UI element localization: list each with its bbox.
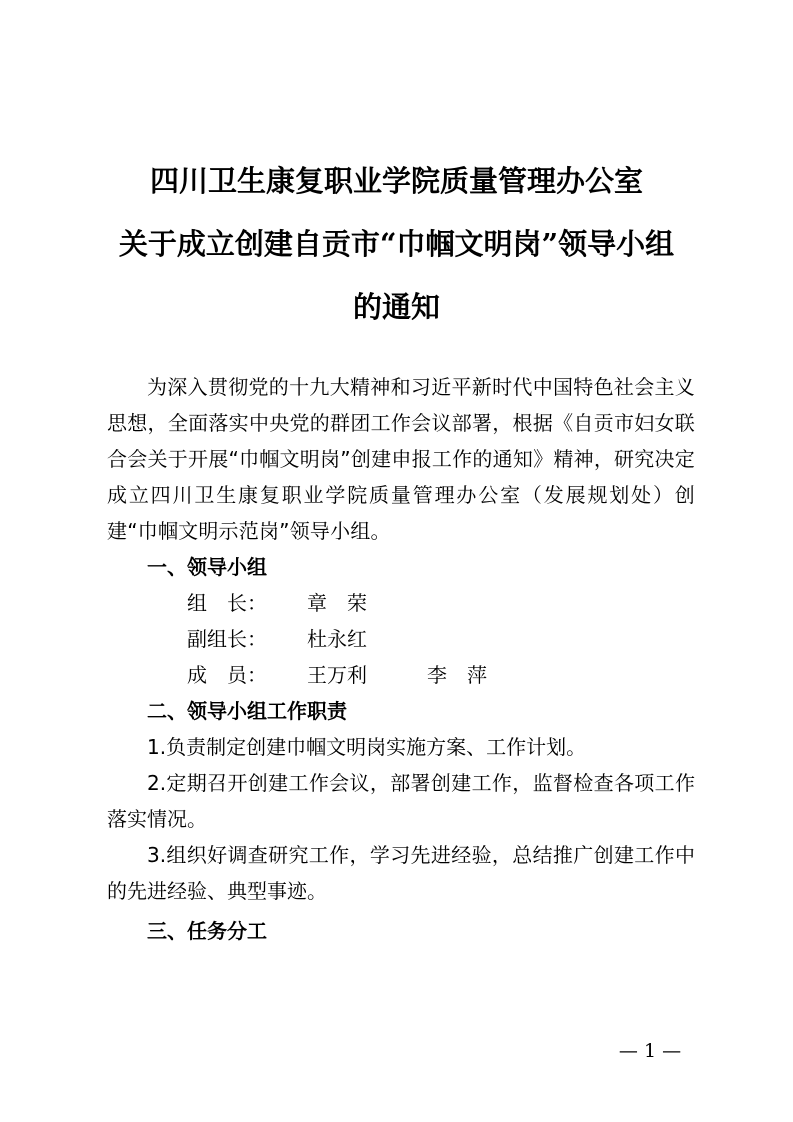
page-number: — 1 — [618, 1040, 682, 1062]
member-name-2: 李 萍 [427, 663, 487, 687]
deputy-leader-label: 副组长： [187, 627, 267, 651]
document-title [0, 150, 793, 339]
section-heading-leadership-group: 一、领导小组 [147, 555, 267, 579]
leader-label: 组 长： [187, 591, 267, 615]
document-body [107, 369, 695, 949]
intro-paragraph: 为深入贯彻党的十九大精神和习近平新时代中国特色社会主义思想，全面落实中央党的群团工作会议部署，根据《自贡市妇女联合会关于开展“巾帼文明岗”创建申报工作的通知》精神，研究决定成立四川卫生康复职业学院质量管理办公室（发展规划处）创建“巾帼文明示范岗”领导小组。 [107, 375, 695, 543]
member-name-1: 王万利 [307, 663, 367, 687]
responsibility-item-2: 2.定期召开创建工作会议，部署创建工作，监督检查各项工作落实情况。 [107, 771, 695, 831]
title-line-3: 的通知 [352, 290, 440, 324]
title-line-1: 四川卫生康复职业学院质量管理办公室 [149, 164, 643, 198]
members-line [107, 657, 695, 693]
leader-line [107, 585, 695, 621]
responsibility-item-3: 3.组织好调查研究工作，学习先进经验，总结推广创建工作中的先进经验、典型事迹。 [107, 843, 695, 903]
leader-name: 章 荣 [307, 591, 367, 615]
deputy-leader-line [107, 621, 695, 657]
title-line-2: 关于成立创建自贡市“巾帼文明岗”领导小组 [118, 227, 675, 261]
section-heading-responsibilities: 二、领导小组工作职责 [147, 699, 347, 723]
members-label: 成 员： [187, 663, 267, 687]
section-heading-task-division: 三、任务分工 [147, 919, 267, 943]
responsibility-item-1: 1.负责制定创建巾帼文明岗实施方案、工作计划。 [147, 735, 587, 759]
deputy-leader-name: 杜永红 [307, 627, 367, 651]
